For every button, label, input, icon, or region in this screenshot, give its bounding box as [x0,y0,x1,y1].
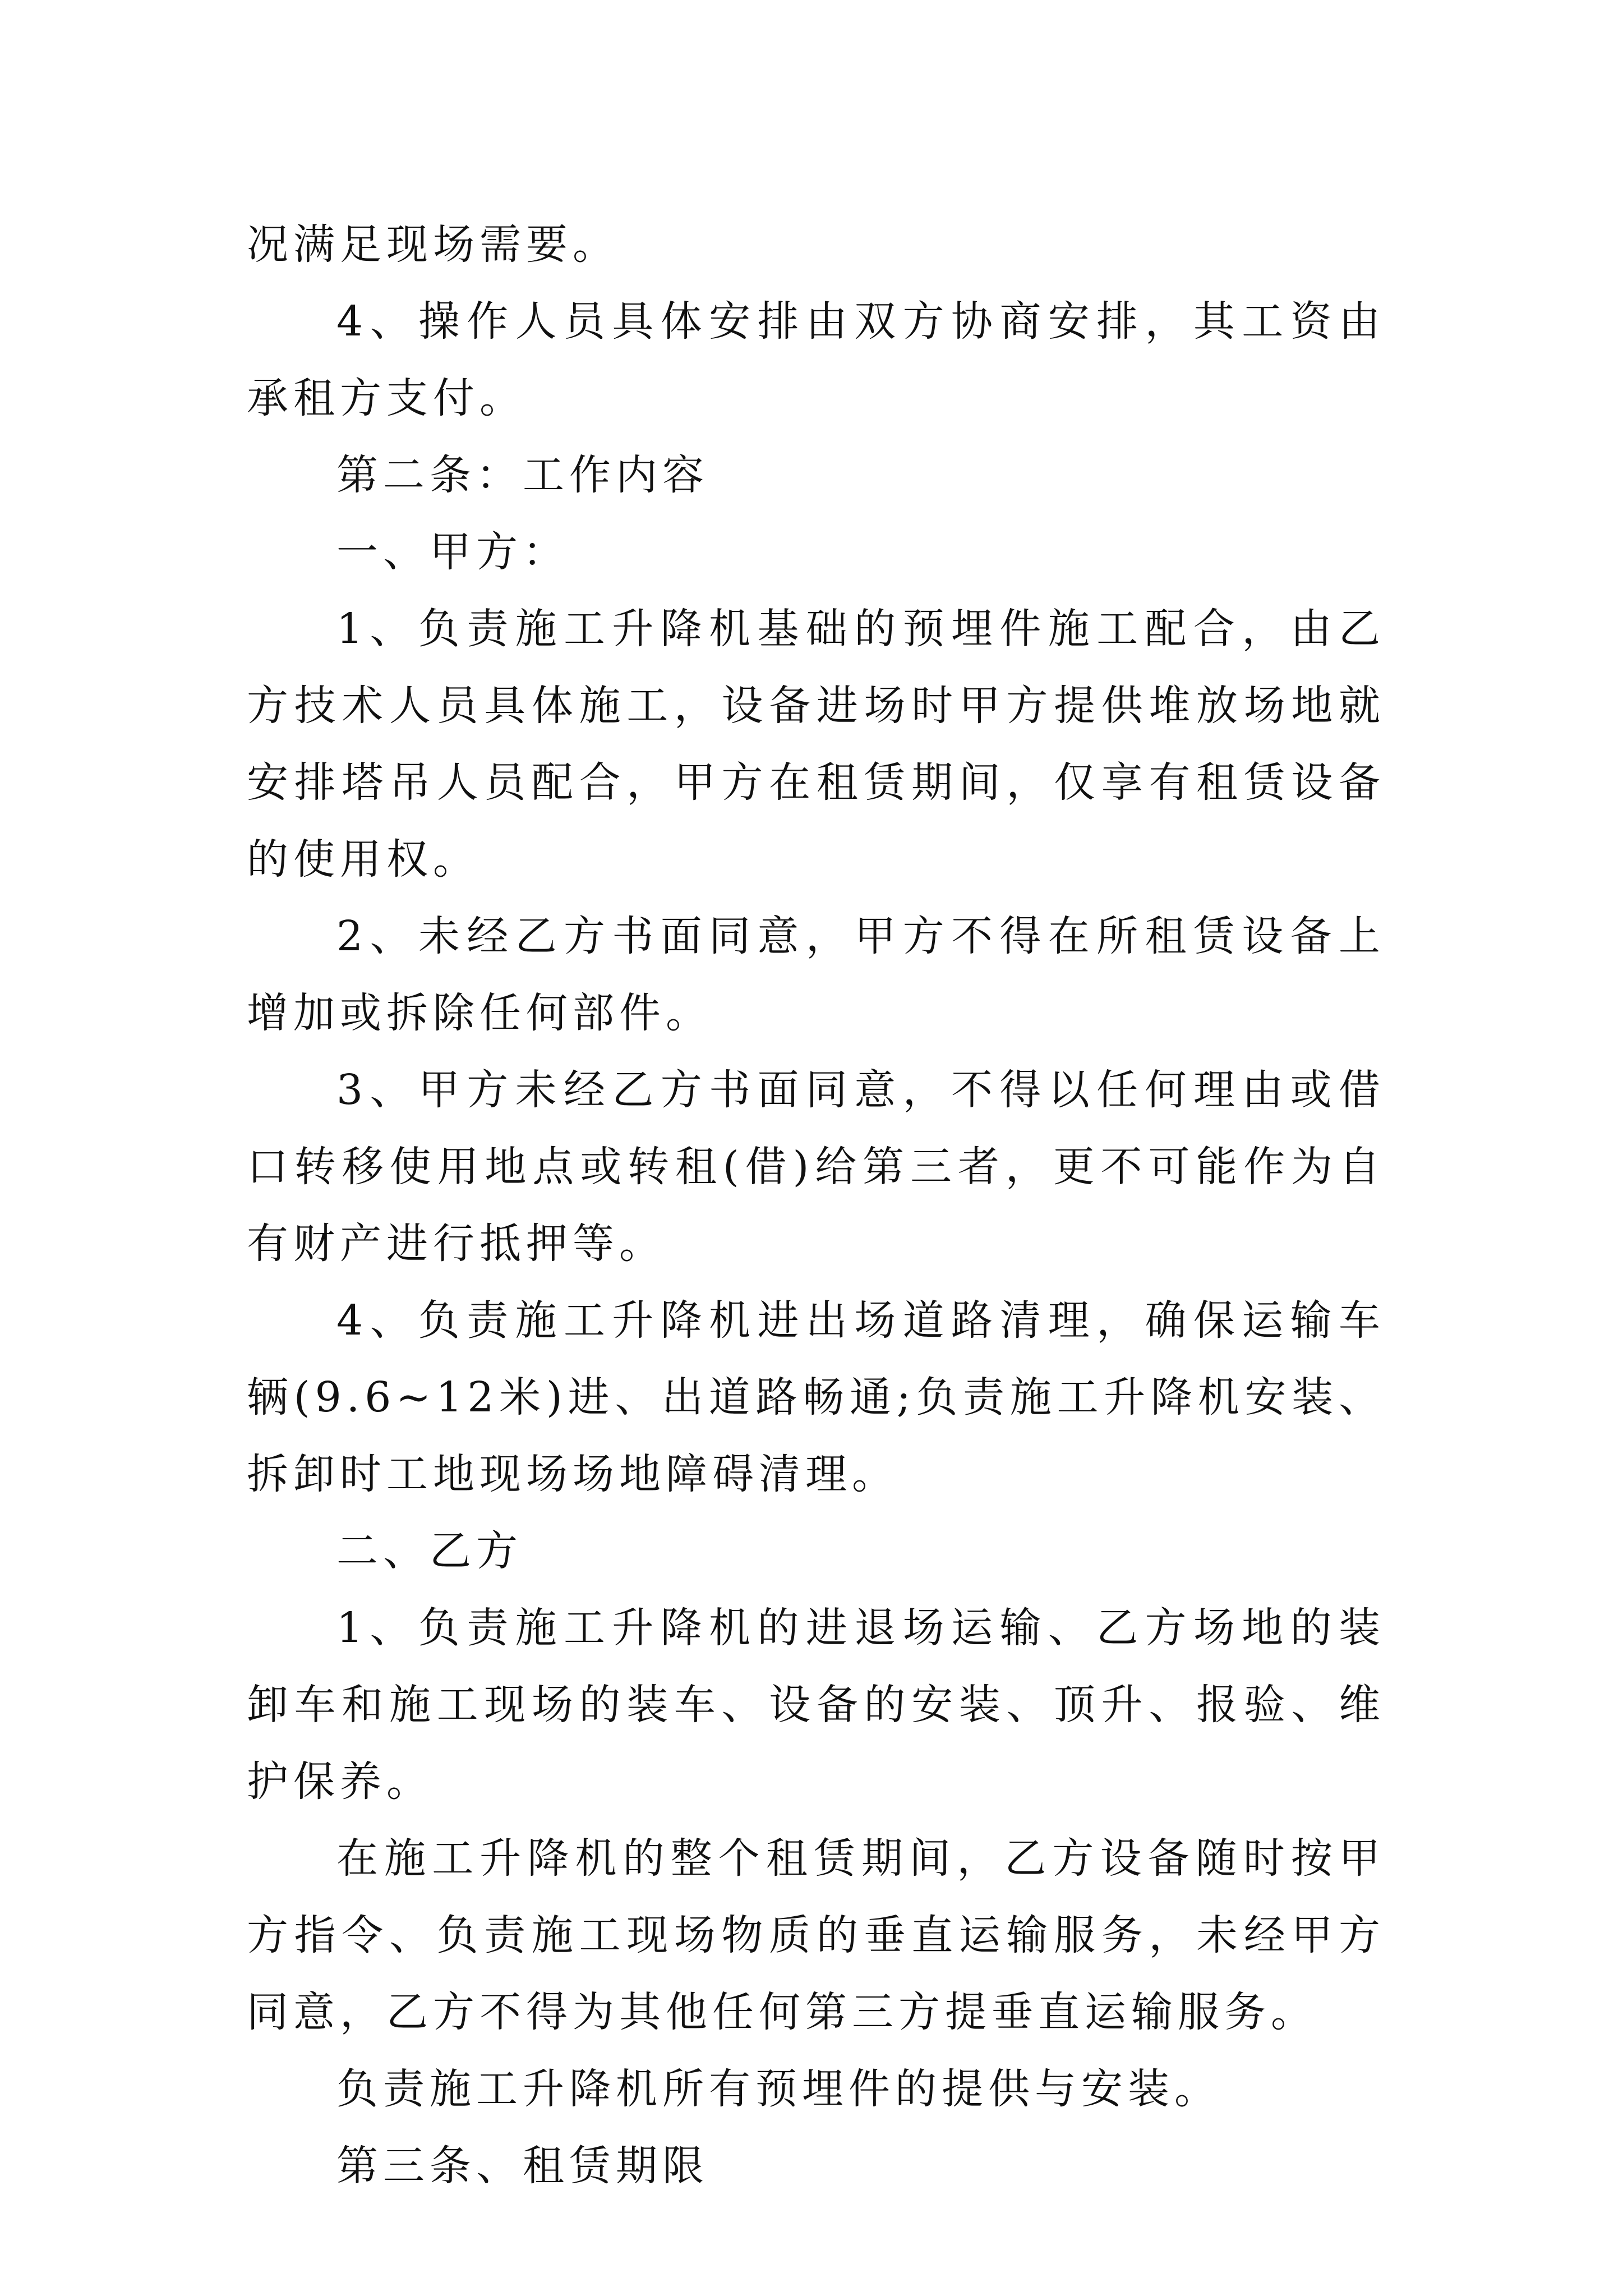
subsection-heading: 一、甲方： [336,528,569,576]
paragraph: 1、负责施工升降机的进退场运输、乙方场地的装卸车和施工现场的装车、设备的安装、顶升、报验、维护保养。 [247,1604,1385,1806]
paragraph: 4、操作人员具体安排由双方协商安排，其工资由承租方支付。 [247,297,1385,422]
document-body [247,206,1385,2205]
paragraph: 4、负责施工升降机进出场道路清理，确保运输车辆(9.6~12米)进、出道路畅通;负责施工升降机安装、拆卸时工地现场场地障碍清理。 [247,1296,1385,1498]
section-heading: 第三条、租赁期限 [336,2142,709,2190]
paragraph: 负责施工升降机所有预埋件的提供与安装。 [336,2065,1221,2113]
subsection-heading: 二、乙方 [336,1527,523,1575]
paragraph: 3、甲方未经乙方书面同意，不得以任何理由或借口转移使用地点或转租(借)给第三者，更不可能作为自有财产进行抵押等。 [247,1066,1385,1268]
paragraph: 1、负责施工升降机基础的预埋件施工配合，由乙方技术人员具体施工，设备进场时甲方提供堆放场地就安排塔吊人员配合，甲方在租赁期间，仅享有租赁设备的使用权。 [247,605,1385,884]
paragraph: 2、未经乙方书面同意，甲方不得在所租赁设备上增加或拆除任何部件。 [247,912,1385,1037]
section-heading: 第二条：工作内容 [336,451,709,499]
paragraph: 在施工升降机的整个租赁期间，乙方设备随时按甲方指令、负责施工现场物质的垂直运输服务，未经甲方同意，乙方不得为其他任何第三方提垂直运输服务。 [247,1834,1385,2036]
paragraph: 况满足现场需要。 [247,220,619,269]
